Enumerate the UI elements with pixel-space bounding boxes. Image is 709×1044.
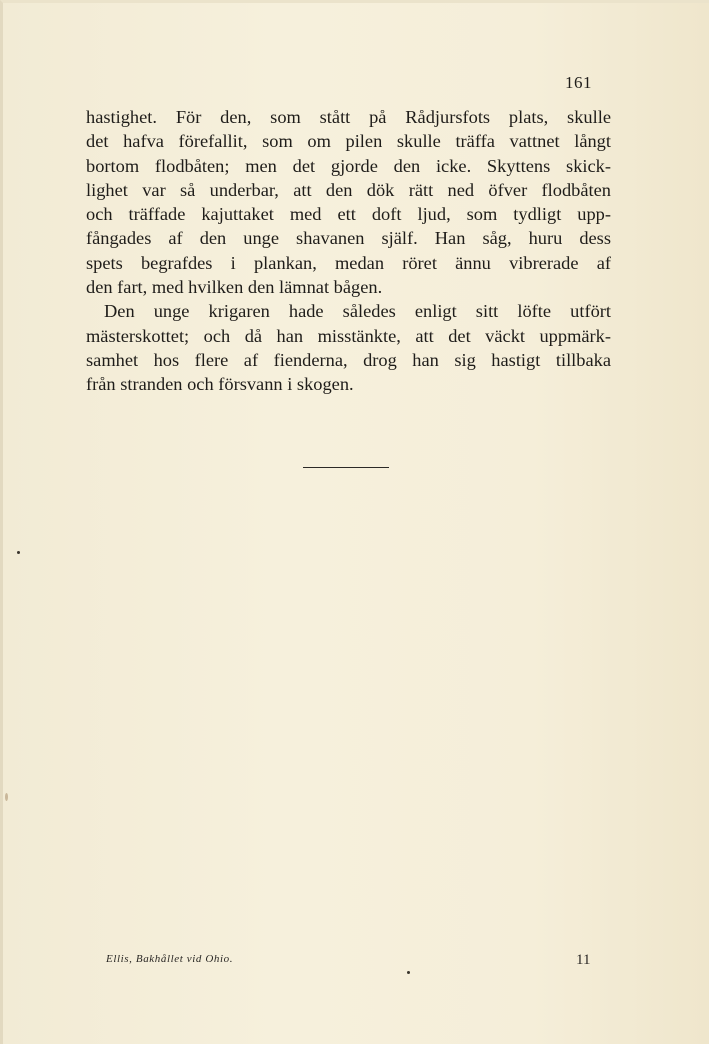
text-line: mästerskottet; och då han misstänkte, att det väckt uppmärk- (86, 325, 611, 346)
text-line: fångades af den unge shavanen själf. Han såg, huru dess (86, 228, 611, 249)
text-line: samhet hos flere af fienderna, drog han sig hastigt tillbaka (86, 349, 611, 370)
paper-speck (407, 971, 410, 974)
body-text (86, 105, 611, 397)
page-number: 161 (565, 73, 592, 92)
text-line: bortom flodbåten; men det gjorde den icke. Skyttens skick- (86, 155, 611, 176)
text-line: och träffade kajuttaket med ett doft ljud, som tydligt upp- (86, 204, 611, 225)
text-line: hastighet. För den, som stått på Rådjursfots plats, skulle (86, 107, 611, 127)
section-end-rule (303, 467, 389, 468)
signature-mark: Ellis, Bakhållet vid Ohio. (106, 953, 234, 965)
text-line: Den unge krigaren hade således enligt sitt löfte utfört (104, 301, 611, 322)
paper-speck (17, 551, 20, 554)
text-line: den fart, med hvilken den lämnat bågen. (86, 277, 383, 298)
paper-speck (5, 793, 8, 801)
paragraph-2 (86, 299, 611, 396)
text-line: lighet var så underbar, att den dök rätt ned öfver flodbåten (86, 179, 611, 200)
paragraph-1 (86, 105, 611, 299)
text-line: spets begrafdes i plankan, medan röret ännu vibrerade af (86, 252, 611, 273)
text-line: från stranden och försvann i skogen. (86, 374, 354, 395)
sheet-number: 11 (576, 952, 591, 968)
text-line: det hafva förefallit, som om pilen skulle träffa vattnet långt (86, 131, 611, 152)
